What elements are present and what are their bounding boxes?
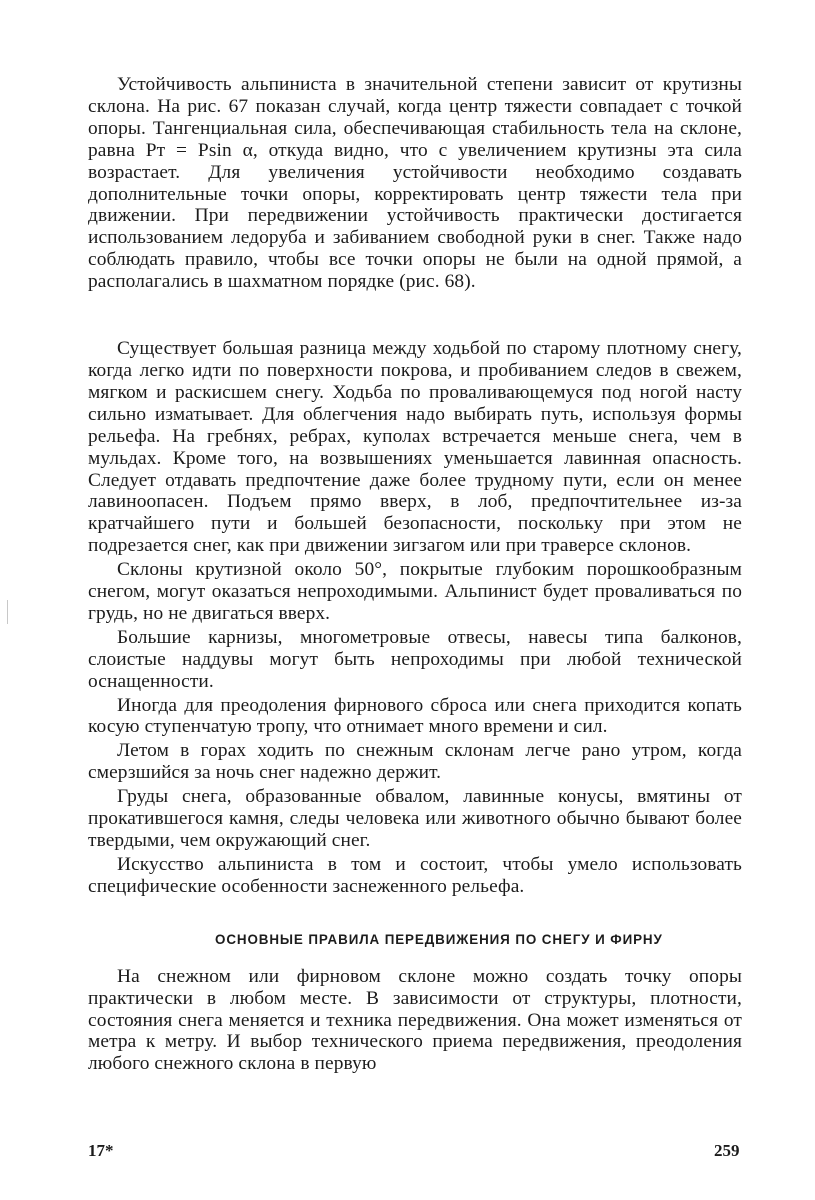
paragraph-stability: Устойчивость альпиниста в значительной степени зависит от крутизны склона. На рис. 67 показан случай, когда центр тяжести совпадает с точкой опоры. Тангенциальная сила, обеспечивающая стабильность тела на склоне, равна Pт = Psin α, откуда видно, что с увеличением крутизны эта сила возрастает. Для увеличения устойчивости необходимо создавать дополнительные точки опоры, корректировать центр тяжести тела при движении. При передвижении устойчивость практически достигается использованием ледоруба и забиванием свободной руки в снег. Также надо соблюдать правило, чтобы все точки опоры не были на одной прямой, а располагались в шахматном порядке (рис. 68).	[88, 74, 742, 293]
paragraph-hard-snow: Груды снега, образованные обвалом, лавинные конусы, вмятины от прокатившегося камня, следы человека или животного обычно бывают более твердыми, чем окружающий снег.	[88, 786, 742, 851]
paragraph-snow-walking: Существует большая разница между ходьбой по старому плотному снегу, когда легко идти по поверхности покрова, и пробиванием следов в свежем, мягком и раскисшем снегу. Ходьба по проваливающемуся под ногой насту сильно изматывает. Для облегчения надо выбирать путь, используя формы рельефа. На гребнях, ребрах, куполах встречается меньше снега, чем в мульдах. Кроме того, на возвышениях уменьшается лавинная опасность. Следует отдавать предпочтение даже более трудному пути, если он менее лавиноопасен. Подъем прямо вверх, в лоб, предпочтительнее из-за кратчайшего пути и большей безопасности, поскольку при этом не подрезается снег, как при движении зигзагом или при траверсе склонов.	[88, 338, 742, 557]
section-gap	[88, 293, 742, 338]
paragraph-firn-step-path: Иногда для преодоления фирнового сброса или снега приходится копать косую ступенчатую тропу, что отнимает много времени и сил.	[88, 694, 742, 738]
section-heading: ОСНОВНЫЕ ПРАВИЛА ПЕРЕДВИЖЕНИЯ ПО СНЕГУ И ФИРНУ	[215, 931, 663, 947]
scan-margin-mark	[7, 600, 8, 624]
page-body	[88, 74, 742, 1075]
paragraph-steep-slopes: Склоны крутизной около 50°, покрытые глубоким порошкообразным снегом, могут оказаться непроходимыми. Альпинист будет проваливаться по грудь, но не двигаться вверх.	[88, 559, 742, 624]
paragraph-support-point: На снежном или фирновом склоне можно создать точку опоры практически в любом месте. В зависимости от структуры, плотности, состояния снега меняется и техника передвижения. Она может изменяться от метра к метру. И выбор технического приема передвижения, преодоления любого снежного склона в первую	[88, 965, 742, 1075]
paragraph-art-of-alpinist: Искусство альпиниста в том и состоит, чтобы умело использовать специфические особенности заснеженного рельефа.	[88, 853, 742, 897]
signature-mark: 17*	[88, 1141, 114, 1160]
paragraph-summer-morning: Летом в горах ходить по снежным склонам легче рано утром, когда смерзшийся за ночь снег надежно держит.	[88, 740, 742, 784]
page-number: 259	[714, 1141, 740, 1160]
paragraph-cornices: Большие карнизы, многометровые отвесы, навесы типа балконов, слоистые наддувы могут быть непроходимы при любой технической оснащенности.	[88, 626, 742, 692]
